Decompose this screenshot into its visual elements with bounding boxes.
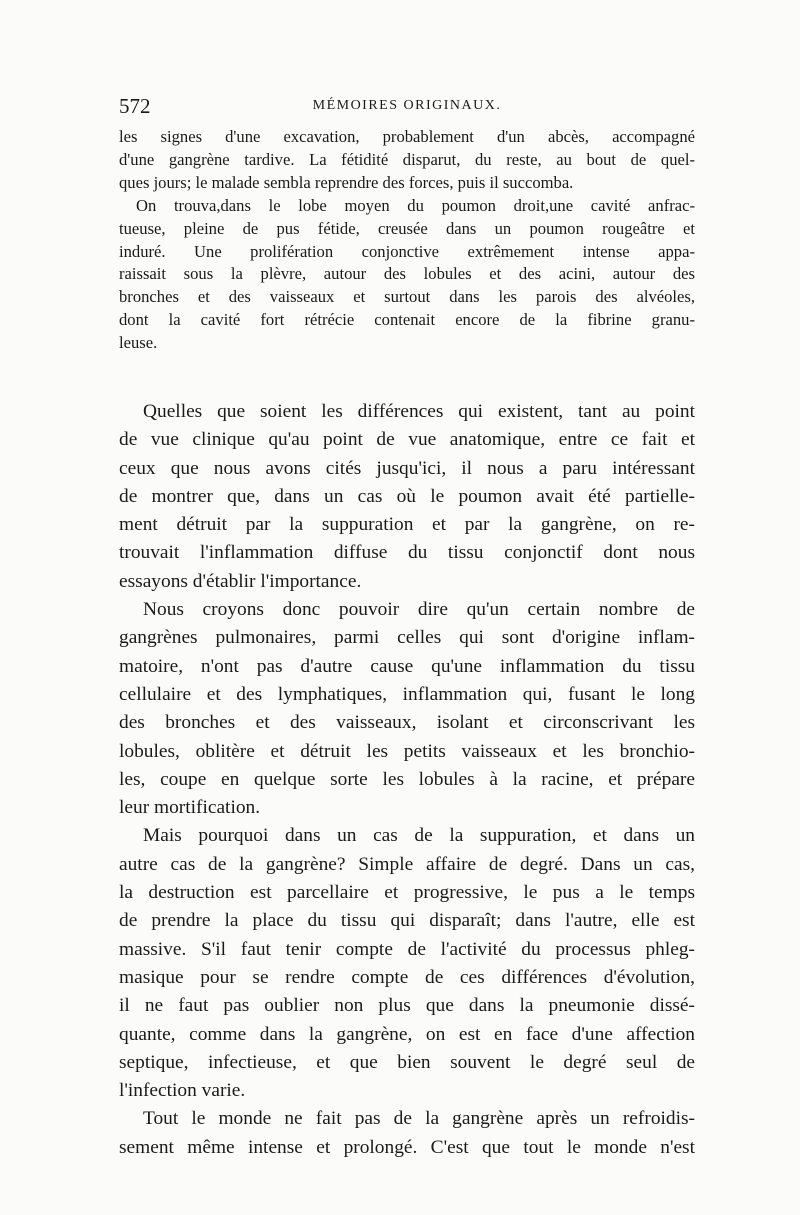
text-line: trouvait l'inflammation diffuse du tissu conjonctif dont nous xyxy=(119,542,695,564)
text-line: de montrer que, dans un cas où le poumon avait été partielle- xyxy=(119,485,695,507)
text-line: septique, infectieuse, et que bien souvent le degré seul de xyxy=(119,1051,695,1073)
text-line: l'infection varie. xyxy=(119,1080,246,1102)
text-line: ment détruit par la suppuration et par la gangrène, on re- xyxy=(119,514,695,536)
text-line: masique pour se rendre compte de ces différences d'évolution, xyxy=(119,966,695,988)
paragraph xyxy=(119,1105,695,1162)
running-head: MÉMOIRES ORIGINAUX. xyxy=(312,98,502,113)
case-report-text xyxy=(119,126,695,355)
paragraph xyxy=(119,195,695,355)
text-line: leur mortification. xyxy=(119,797,261,819)
text-line: massive. S'il faut tenir compte de l'activité du processus phleg- xyxy=(119,938,695,960)
text-line: de vue clinique qu'au point de vue anatomique, entre ce fait et xyxy=(119,429,695,451)
text-line: sement même intense et prolongé. C'est que tout le monde n'est xyxy=(119,1136,695,1158)
text-line: les signes d'une excavation, probablement d'un abcès, accompagné xyxy=(119,127,695,146)
page-number: 572 xyxy=(119,94,151,118)
text-line: lobules, oblitère et détruit les petits vaisseaux et les bronchio- xyxy=(119,740,695,762)
text-line: de prendre la place du tissu qui disparaît; dans l'autre, elle est xyxy=(119,910,695,932)
text-line: ques jours; le malade sembla reprendre des forces, puis il succomba. xyxy=(119,172,574,192)
text-line: autre cas de la gangrène? Simple affaire de degré. Dans un cas, xyxy=(119,853,695,875)
page-header xyxy=(119,94,695,120)
text-line: matoire, n'ont pas d'autre cause qu'une inflammation du tissu xyxy=(119,655,695,677)
text-line: d'une gangrène tardive. La fétidité disparut, du reste, au bout de quel- xyxy=(119,149,695,169)
text-line: raissait sous la plèvre, autour des lobules et des acini, autour des xyxy=(119,264,695,284)
text-line: tueuse, pleine de pus fétide, creusée dans un poumon rougeâtre et xyxy=(119,218,695,238)
text-line: ceux que nous avons cités jusqu'ici, il nous a paru intéressant xyxy=(119,457,695,479)
text-line: la destruction est parcellaire et progressive, le pus a le temps xyxy=(119,882,695,904)
text-line: essayons d'établir l'importance. xyxy=(119,570,362,592)
main-body-text xyxy=(119,398,695,1162)
text-line: Nous croyons donc pouvoir dire qu'un certain nombre de xyxy=(143,599,695,621)
text-line: il ne faut pas oublier non plus que dans la pneumonie dissé- xyxy=(119,995,695,1017)
text-line: Tout le monde ne fait pas de la gangrène après un refroidis- xyxy=(143,1108,695,1130)
paragraph xyxy=(119,126,695,195)
text-line: dont la cavité fort rétrécie contenait encore de la fibrine granu- xyxy=(119,310,695,330)
text-line: bronches et des vaisseaux et surtout dans les parois des alvéoles, xyxy=(119,287,695,307)
text-line: cellulaire et des lymphatiques, inflammation qui, fusant le long xyxy=(119,683,695,705)
paragraph xyxy=(119,398,695,596)
text-line: des bronches et des vaisseaux, isolant et circonscrivant les xyxy=(119,712,695,734)
text-line: Quelles que soient les différences qui existent, tant au point xyxy=(143,401,695,422)
text-line: gangrènes pulmonaires, parmi celles qui sont d'origine inflam- xyxy=(119,627,695,649)
text-line: leuse. xyxy=(119,333,158,353)
text-line: quante, comme dans la gangrène, on est en face d'une affection xyxy=(119,1023,695,1045)
text-line: On trouva,dans le lobe moyen du poumon droit,une cavité anfrac- xyxy=(136,195,695,215)
paragraph xyxy=(119,822,695,1105)
text-line: les, coupe en quelque sorte les lobules à la racine, et prépare xyxy=(119,768,695,790)
text-line: Mais pourquoi dans un cas de la suppuration, et dans un xyxy=(143,825,695,847)
text-line: induré. Une prolifération conjonctive extrêmement intense appa- xyxy=(119,241,695,261)
paragraph xyxy=(119,596,695,822)
